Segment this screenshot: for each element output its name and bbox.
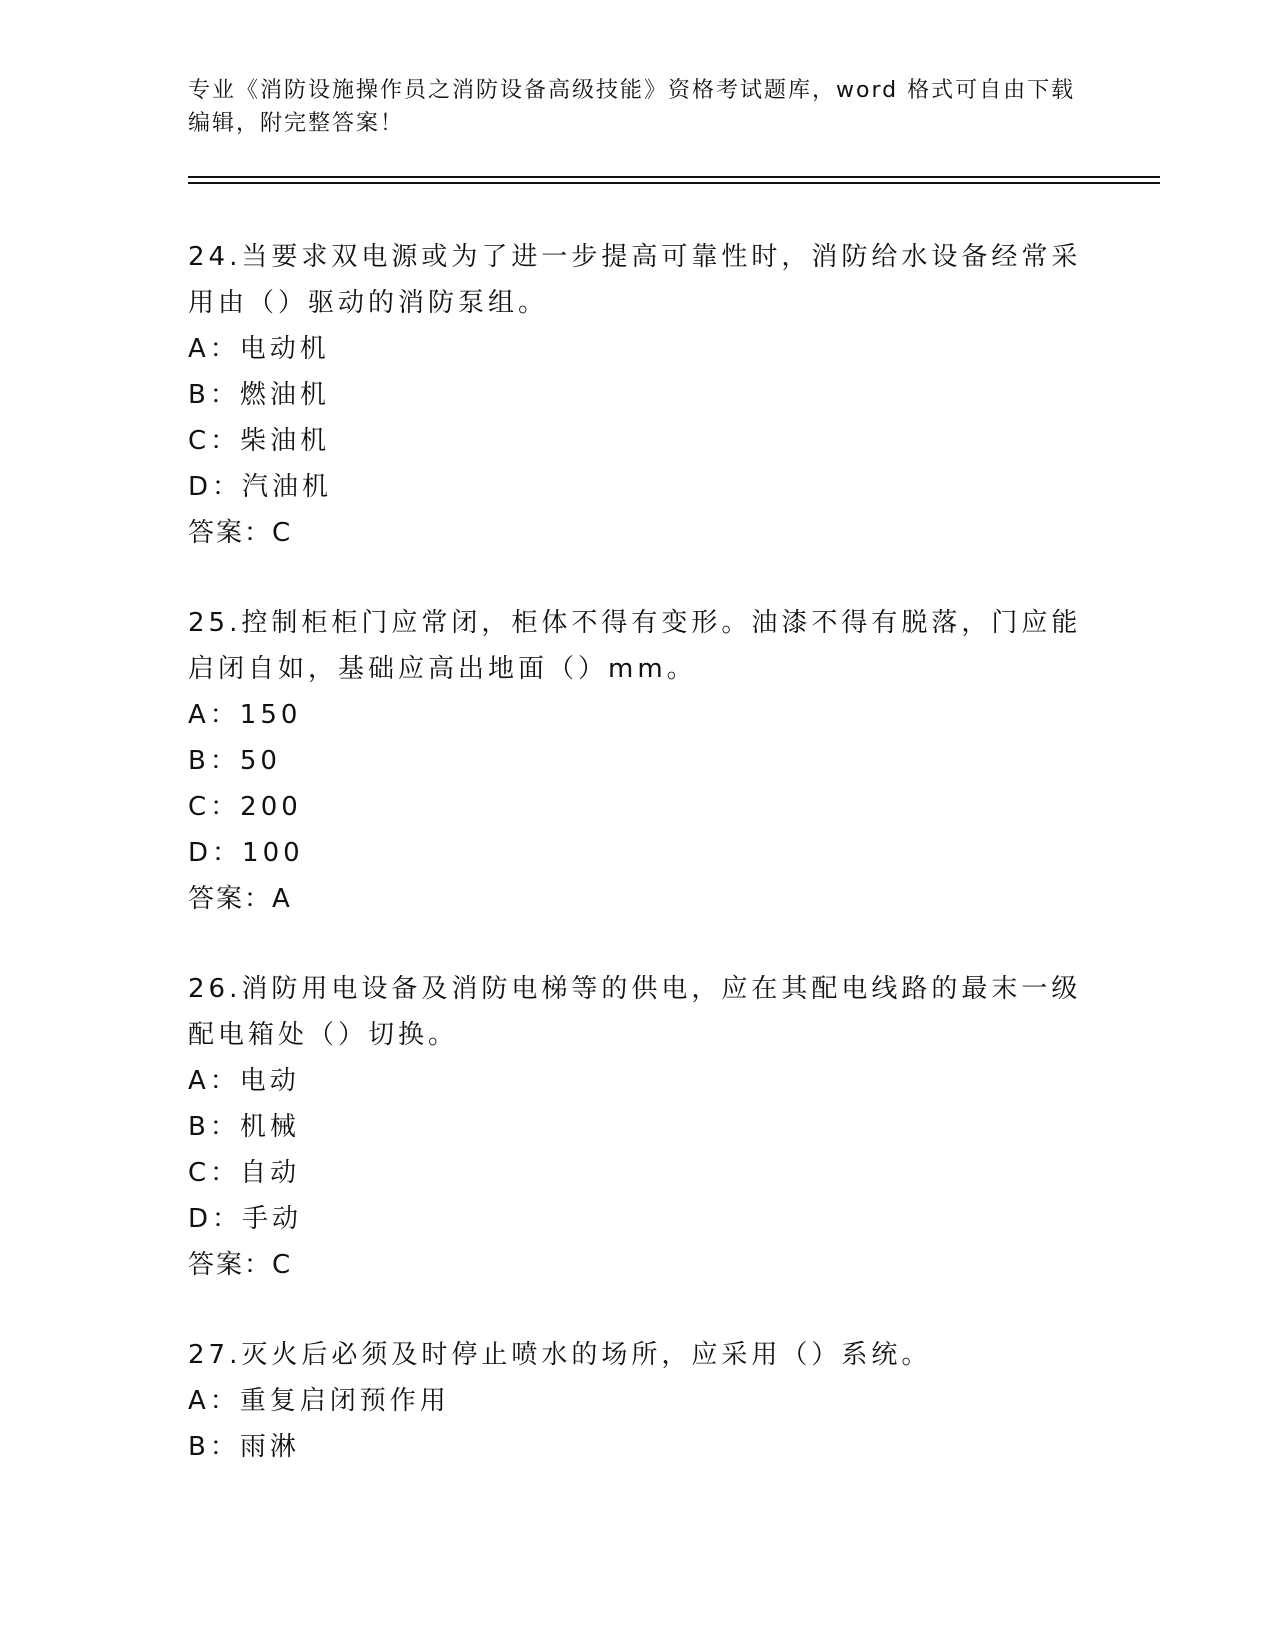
option-a: A：电动机 bbox=[188, 334, 330, 364]
option-c: C：自动 bbox=[188, 1158, 301, 1188]
option-d: D：手动 bbox=[188, 1204, 303, 1234]
question-text: 26.消防用电设备及消防电梯等的供电，应在其配电线路的最末一级配电箱处（）切换。 bbox=[188, 974, 1082, 1050]
document-header: 专业《消防设施操作员之消防设备高级技能》资格考试题库，word 格式可自由下载编辑，附完整答案！ bbox=[188, 78, 1076, 136]
option-b: B：机械 bbox=[188, 1112, 300, 1142]
header-divider-top bbox=[188, 176, 1160, 178]
option-b: B：50 bbox=[188, 746, 281, 776]
option-a: A：重复启闭预作用 bbox=[188, 1386, 450, 1416]
question-text: 24.当要求双电源或为了进一步提高可靠性时，消防给水设备经常采用由（）驱动的消防泵组。 bbox=[188, 242, 1082, 318]
option-d: D：100 bbox=[188, 838, 304, 868]
question-25 bbox=[188, 600, 1088, 922]
option-b: B：雨淋 bbox=[188, 1432, 300, 1462]
header-divider-bottom bbox=[188, 182, 1160, 184]
question-27 bbox=[188, 1332, 1088, 1470]
question-26 bbox=[188, 966, 1088, 1288]
option-a: A：150 bbox=[188, 700, 302, 730]
answer-line: 答案：A bbox=[188, 884, 292, 914]
question-text: 25.控制柜柜门应常闭，柜体不得有变形。油漆不得有脱落，门应能启闭自如，基础应高出地面（）mm。 bbox=[188, 608, 1082, 684]
option-c: C：200 bbox=[188, 792, 302, 822]
question-24 bbox=[188, 234, 1088, 556]
option-a: A：电动 bbox=[188, 1066, 300, 1096]
answer-line: 答案：C bbox=[188, 1250, 293, 1280]
answer-line: 答案：C bbox=[188, 518, 293, 548]
option-b: B：燃油机 bbox=[188, 380, 330, 410]
option-c: C：柴油机 bbox=[188, 426, 331, 456]
option-d: D：汽油机 bbox=[188, 472, 333, 502]
question-text: 27.灭火后必须及时停止喷水的场所，应采用（）系统。 bbox=[188, 1340, 932, 1370]
